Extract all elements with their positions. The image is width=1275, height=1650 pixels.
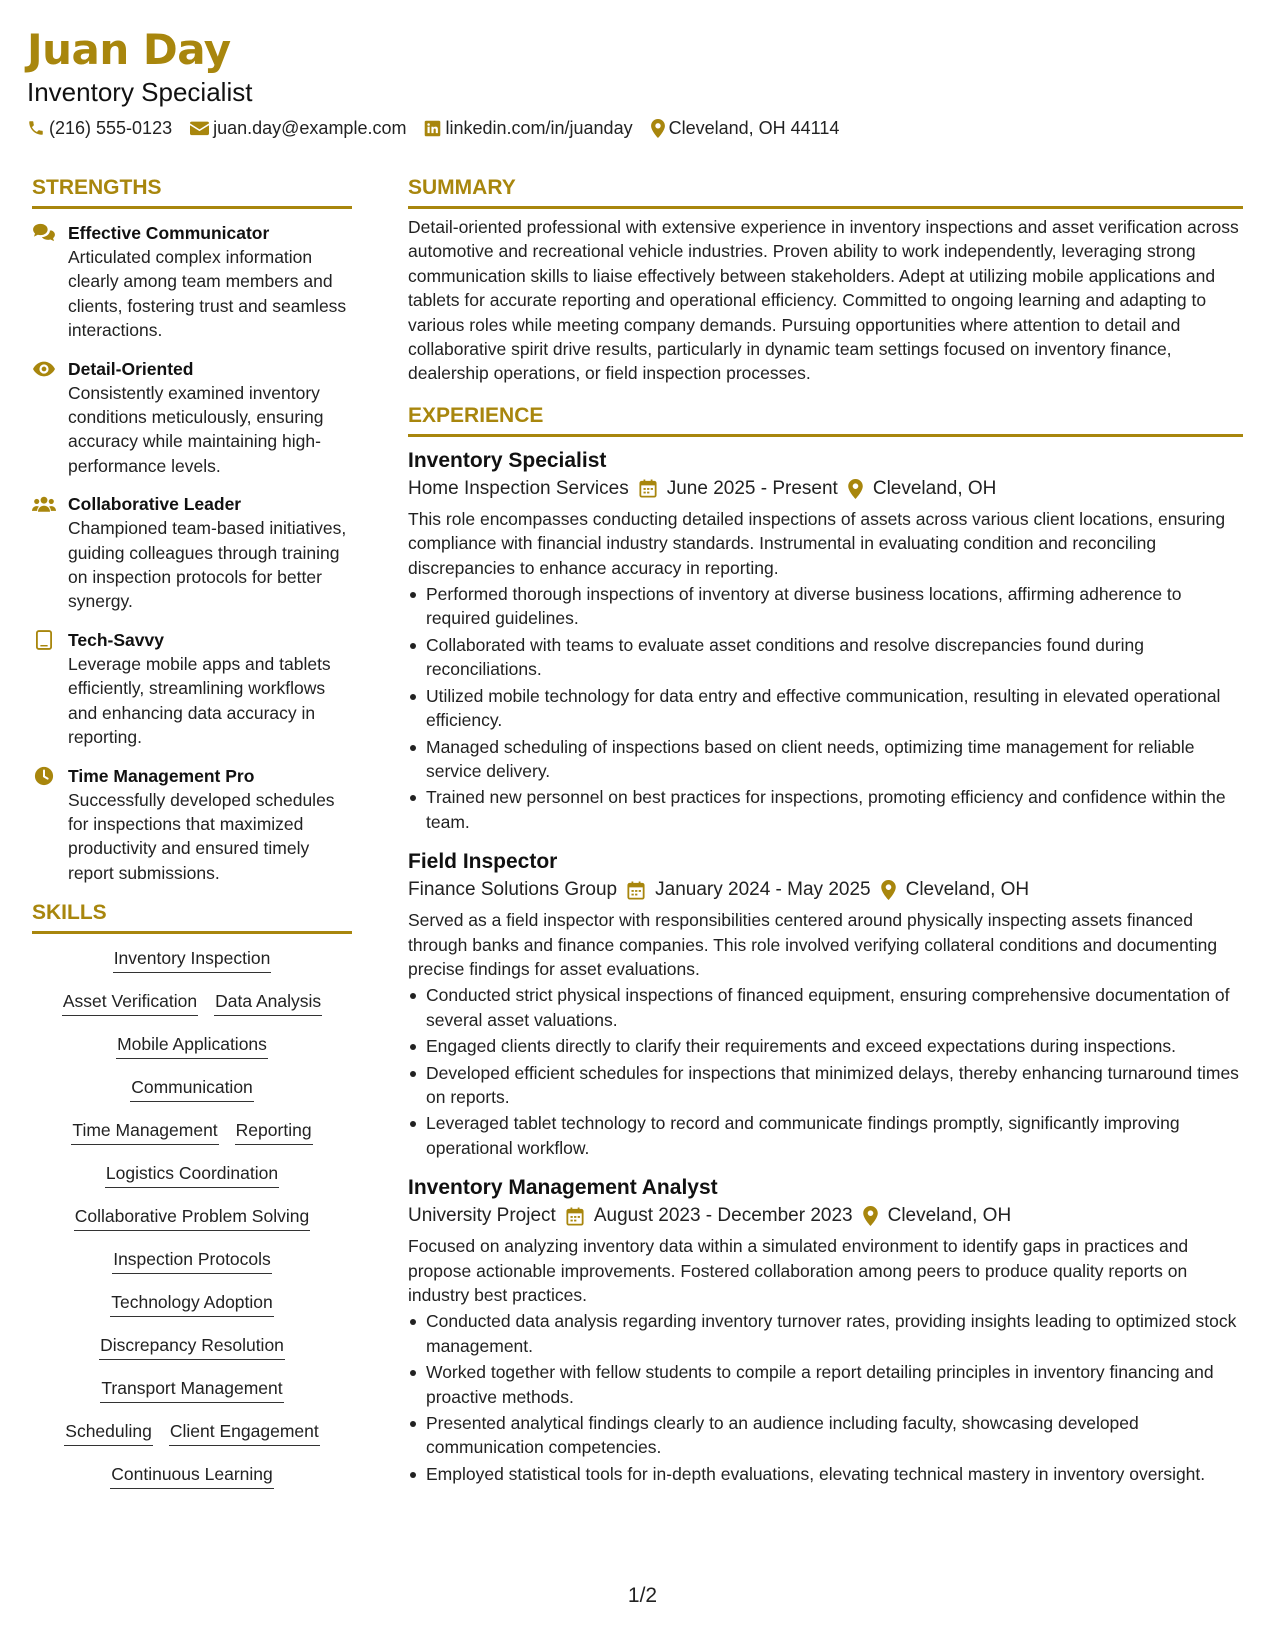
contact-linkedin-text[interactable]: linkedin.com/in/juanday [445,118,633,138]
job-bullet: Managed scheduling of inspections based on client needs, optimizing time management for reliable service delivery. [408,735,1243,784]
calendar-icon [639,479,657,498]
job-bullet: Conducted strict physical inspections of financed equipment, ensuring comprehensive documentation of several asset valuations. [408,983,1243,1032]
job-dates [566,1202,853,1230]
strength-title: Time Management Pro [68,765,255,786]
job-meta [408,876,1243,904]
skill-tag: Reporting [235,1118,313,1145]
job-dates [627,876,870,904]
job-role: Field Inspector [408,850,558,874]
job-role: Inventory Management Analyst [408,1176,718,1200]
job-company: Home Inspection Services [408,477,629,499]
eye-icon [32,357,56,381]
skill-tag: Inventory Inspection [113,946,272,973]
job-bullet: Developed efficient schedules for inspections that minimized delays, thereby enhancing turnaround times on reports. [408,1061,1243,1110]
skill-row [62,989,322,1016]
skill-tag: Continuous Learning [110,1462,274,1489]
job-description: Served as a field inspector with responsibilities centered around physically inspecting assets financed through banks and finance companies. This role involved verifying collateral conditions and documenting precise findings for asset evaluations. [408,910,1218,979]
users-icon [32,492,56,516]
strength-desc: Championed team-based initiatives, guiding colleagues through training on inspection protocols for better synergy. [68,518,347,612]
skill-row [110,1462,274,1489]
job-location-text: Cleveland, OH [887,1205,1012,1227]
strength-title: Tech-Savvy [68,629,164,650]
envelope-icon [190,120,209,136]
page-number: 1/2 [627,1584,658,1607]
skill-row [105,1161,279,1188]
skill-tag: Data Analysis [214,989,322,1016]
contact-list [27,116,1248,140]
job-meta [408,475,1243,503]
job-dates-text: January 2024 - May 2025 [655,879,871,901]
contact-linkedin[interactable] [424,116,632,140]
job-role: Inventory Specialist [408,448,607,472]
job-company: Finance Solutions Group [408,879,618,901]
calendar-icon [627,881,645,900]
skill-tag: Logistics Coordination [105,1161,279,1188]
job-entry [408,848,1243,1160]
skill-tag: Mobile Applications [116,1032,268,1059]
summary-heading: SUMMARY [408,174,1243,209]
job-bullet: Employed statistical tools for in-depth evaluations, elevating technical mastery in inventory oversight. [408,1462,1243,1486]
strength-item [32,628,352,750]
skill-tag: Technology Adoption [110,1290,274,1317]
job-location [863,1202,1012,1230]
strength-title: Collaborative Leader [68,494,242,515]
map-pin-icon [651,119,665,138]
map-pin-icon [863,1206,878,1226]
strength-item [32,357,352,479]
strength-item [32,221,352,343]
skill-tag: Collaborative Problem Solving [74,1204,310,1231]
map-pin-icon [848,479,863,499]
strength-title: Effective Communicator [68,223,270,243]
skill-tag: Asset Verification [62,989,198,1016]
experience-heading: EXPERIENCE [408,402,1243,437]
contact-location-text: Cleveland, OH 44114 [668,118,840,138]
job-meta [408,1202,1243,1230]
skill-row [110,1290,274,1317]
skill-row [100,1376,283,1403]
tablet-icon [32,628,56,652]
job-bullet: Engaged clients directly to clarify their requirements and exceed expectations during inspections. [408,1034,1243,1058]
job-location [881,876,1030,904]
clock-icon [32,764,56,788]
contact-phone-text: (216) 555-0123 [49,118,173,138]
job-bullet: Leveraged tablet technology to record and communicate findings promptly, significantly improving operational workflow. [408,1111,1243,1160]
job-description: This role encompasses conducting detailed inspections of assets across various client locations, ensuring compliance with financial industry standards. Instrumental in evaluating condition and reconciling discrepancies to enhance accuracy in reporting. [408,508,1226,578]
job-location [848,475,997,503]
skill-row [64,1419,319,1446]
contact-email[interactable] [190,116,406,140]
linkedin-icon [424,120,441,137]
job-dates [639,475,838,503]
job-dates-text: June 2025 - Present [666,477,838,499]
skill-tag: Scheduling [64,1419,153,1446]
strength-title: Detail-Oriented [68,358,194,379]
chat-bubbles-icon [32,221,56,245]
skill-row [113,946,272,973]
contact-location [651,116,840,140]
job-entry [408,447,1243,834]
phone-icon [27,119,45,137]
strength-desc: Successfully developed schedules for inspections that maximized productivity and ensured timely report submissions. [68,789,335,883]
candidate-name: Juan Day [27,25,231,74]
job-bullet: Performed thorough inspections of inventory at diverse business locations, affirming adherence to required guidelines. [408,582,1243,631]
job-bullet: Utilized mobile technology for data entry and effective communication, resulting in elevated operational efficiency. [408,684,1243,733]
job-bullet: Trained new personnel on best practices for inspections, promoting efficiency and confidence within the team. [408,785,1243,834]
strength-desc: Leverage mobile apps and tablets efficiently, streamlining workflows and enhancing data accuracy in reporting. [68,653,331,748]
job-location-text: Cleveland, OH [872,477,997,499]
strength-item [32,492,352,614]
skill-row [71,1118,312,1145]
contact-email-text[interactable]: juan.day@example.com [213,118,407,138]
skill-tag: Transport Management [100,1376,283,1403]
skill-tag: Inspection Protocols [112,1247,272,1274]
strengths-list [32,221,352,885]
skill-row [112,1247,272,1274]
job-dates-text: August 2023 - December 2023 [593,1205,853,1227]
map-pin-icon [881,880,896,900]
job-bullet: Worked together with fellow students to compile a report detailing principles in inventory financing and proactive methods. [408,1360,1243,1409]
skill-tag: Time Management [71,1118,218,1145]
strengths-heading: STRENGTHS [32,174,352,209]
contact-phone [27,116,172,140]
skills-list [32,946,352,1489]
left-column [32,174,352,1489]
skill-tag: Client Engagement [169,1419,320,1446]
skill-row [74,1204,310,1231]
right-column [408,174,1243,1500]
skill-row [130,1075,254,1102]
job-location-text: Cleveland, OH [905,879,1030,901]
skill-tag: Communication [130,1075,254,1102]
job-bullets [408,1309,1243,1486]
skill-tag: Discrepancy Resolution [99,1333,285,1360]
job-bullets [408,582,1243,834]
strength-item [32,764,352,886]
skills-heading: SKILLS [32,899,352,934]
job-entry [408,1174,1243,1486]
job-description: Focused on analyzing inventory data within a simulated environment to identify gaps in practices and propose actionable improvements. Fostered collaboration among peers to produce quality reports on industry best practices. [408,1236,1189,1305]
candidate-title: Inventory Specialist [27,77,253,107]
job-bullet: Presented analytical findings clearly to an audience including faculty, showcasing developed communication competencies. [408,1411,1243,1460]
strength-desc: Articulated complex information clearly among team members and clients, fostering trust and seamless interactions. [68,247,347,341]
job-bullets [408,983,1243,1160]
strength-desc: Consistently examined inventory conditions meticulously, ensuring accuracy while maintaining high-performance levels. [68,382,324,476]
calendar-icon [566,1207,584,1226]
summary-text: Detail-oriented professional with extensive experience in inventory inspections and asset verification across automotive and recreational vehicle industries. Proven ability to work independently, leveraging strong communication skills to liaise effectively between stakeholders. Adept at utilizing mobile applications and tablets for accurate reporting and operational efficiency. Committed to ongoing learning and adapting to various roles while meeting company demands. Pursuing opportunities where attention to detail and collaborative spirit drive results, particularly in dynamic team settings focused on inventory finance, dealership operations, or field inspection processes. [408,217,1239,384]
job-bullet: Collaborated with teams to evaluate asset conditions and resolve discrepancies found during reconciliations. [408,633,1243,682]
resume-header [27,24,1248,140]
skill-row [99,1333,285,1360]
job-bullet: Conducted data analysis regarding inventory turnover rates, providing insights leading to optimized stock management. [408,1309,1243,1358]
skill-row [116,1032,268,1059]
job-company: University Project [408,1205,556,1227]
